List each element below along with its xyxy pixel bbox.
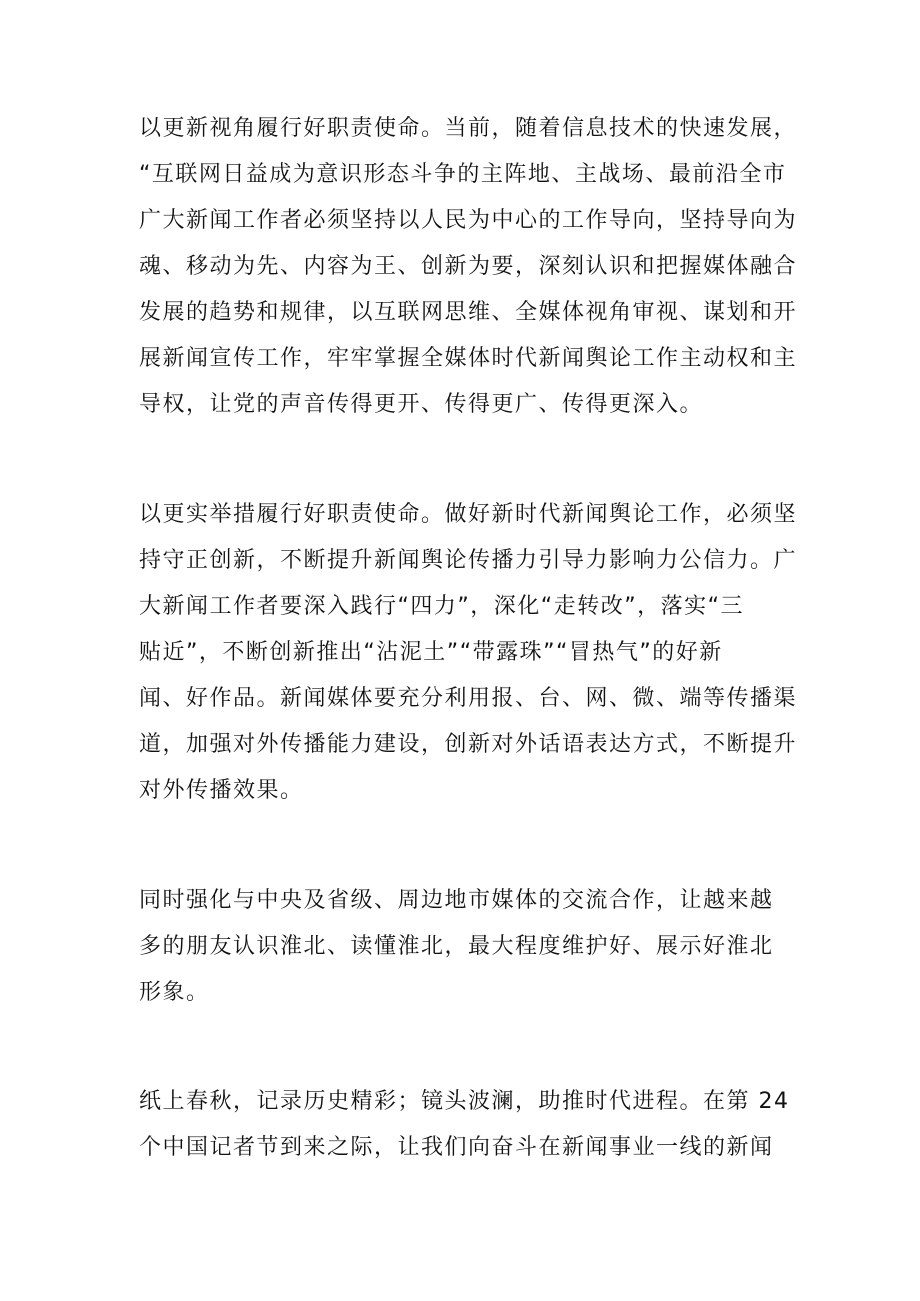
text-line: 大新闻工作者要深入践行“四力”，深化“走转改”，落实“三: [139, 594, 744, 619]
text-line: 导权，让党的声音传得更开、传得更广、传得更深入。: [139, 392, 704, 417]
text-line: 持守正创新，不断提升新闻舆论传播力引导力影响力公信力。广: [139, 548, 798, 573]
text-line: 同时强化与中央及省级、周边地市媒体的交流合作，让越来越: [139, 888, 774, 913]
text-line: 多的朋友认识淮北、读懂淮北，最大程度维护好、展示好淮北: [139, 934, 774, 959]
text-line: 贴近”，不断创新推出“沾泥土”“带露珠”“冒热气”的好新: [139, 640, 723, 665]
text-line: 展新闻宣传工作，牢牢掌握全媒体时代新闻舆论工作主动权和主: [139, 346, 798, 371]
text-line: 形象。: [139, 980, 210, 1005]
text-line: “互联网日益成为意识形态斗争的主阵地、主战场、最前沿全市: [139, 162, 787, 187]
text-line: 纸上春秋，记录历史精彩；镜头波澜，助推时代进程。在第 24: [139, 1089, 790, 1114]
text-line: 闻、好作品。新闻媒体要充分利用报、台、网、微、端等传播渠: [139, 686, 798, 711]
text-line: 个中国记者节到来之际，让我们向奋斗在新闻事业一线的新闻: [139, 1135, 774, 1160]
paragraph-4: [139, 1079, 799, 1171]
text-line: 对外传播效果。: [139, 778, 304, 803]
text-line: 广大新闻工作者必须坚持以人民为中心的工作导向，坚持导向为: [139, 208, 798, 233]
paragraph-3: [139, 878, 799, 1016]
text-line: 魂、移动为先、内容为王、创新为要，深刻认识和把握媒体融合: [139, 254, 798, 279]
text-line: 以更实举措履行好职责使命。做好新时代新闻舆论工作，必须坚: [139, 502, 798, 527]
paragraph-1: [139, 106, 799, 428]
text-line: 发展的趋势和规律，以互联网思维、全媒体视角审视、谋划和开: [139, 300, 798, 325]
paragraph-2: [139, 492, 799, 814]
text-line: 道，加强对外传播能力建设，创新对外话语表达方式，不断提升: [139, 732, 798, 757]
text-line: 以更新视角履行好职责使命。当前，随着信息技术的快速发展，: [139, 116, 798, 141]
